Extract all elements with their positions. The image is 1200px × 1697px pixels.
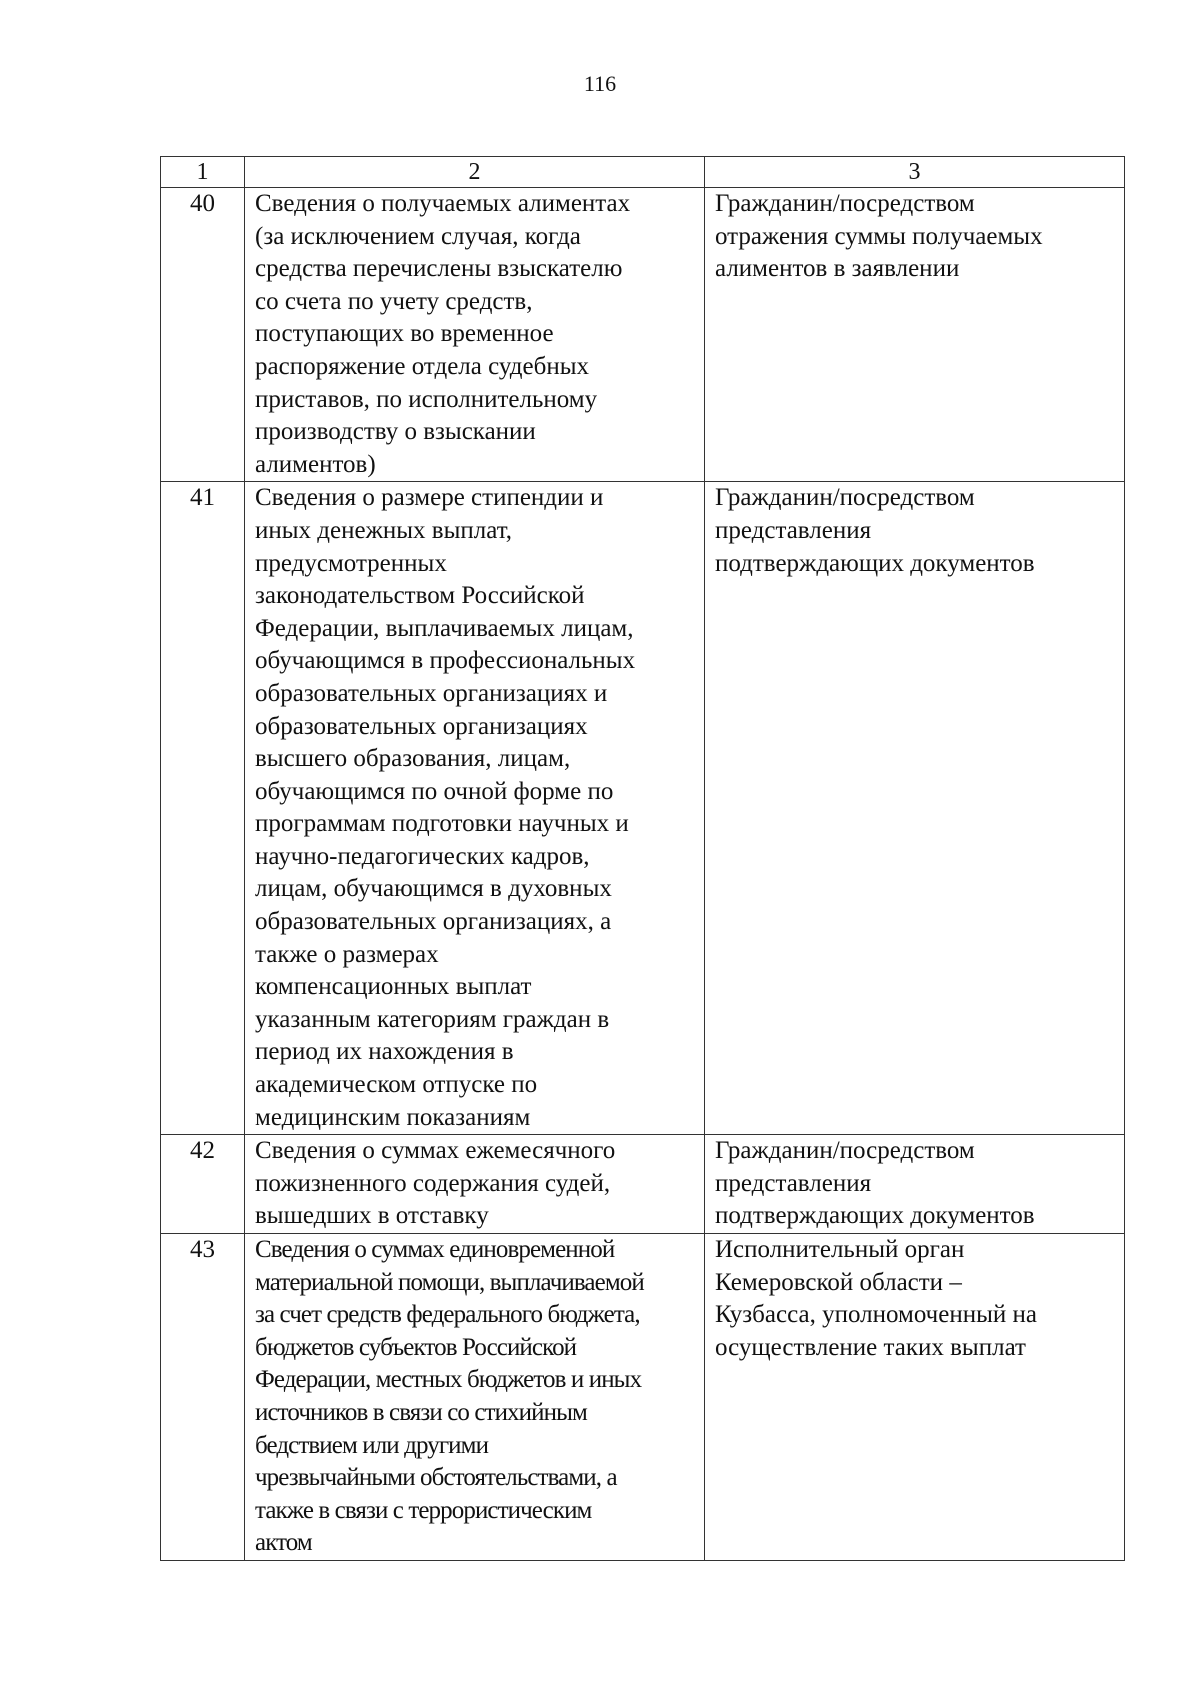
- source-cell: [705, 188, 1125, 482]
- row-number: 40: [161, 188, 245, 482]
- source-cell: [705, 1135, 1125, 1234]
- source-text: Гражданин/посредством отражения суммы получаемых алиментов в заявлении: [715, 190, 1043, 283]
- header-cell-3: 3: [705, 157, 1125, 188]
- source-text: Гражданин/посредством представления подтверждающих документов: [715, 1137, 1035, 1230]
- header-cell-2: 2: [245, 157, 705, 188]
- info-text: Сведения о суммах единовременной материальной помощи, выплачиваемой за счет средств федерального бюджета, бюджетов субъектов Российской Федерации, местных бюджетов и иных источников в связи со стихийным бедствием или другими чрезвычайными обстоятельствами, а также в связи с террористическим актом: [255, 1236, 644, 1557]
- table-row: [161, 188, 1125, 482]
- info-cell: [245, 482, 705, 1135]
- info-cell: [245, 188, 705, 482]
- source-text: Гражданин/посредством представления подтверждающих документов: [715, 484, 1035, 577]
- info-cell: [245, 1135, 705, 1234]
- info-cell: [245, 1234, 705, 1561]
- table-row: [161, 1135, 1125, 1234]
- info-text: Сведения о получаемых алиментах (за исключением случая, когда средства перечислены взыскателю со счета по учету средств, поступающих во временное распоряжение отдела судебных приставов, по исполнительному производству о взыскании алиментов): [255, 190, 631, 478]
- row-number: 43: [161, 1234, 245, 1561]
- table-row: [161, 482, 1125, 1135]
- row-number: 41: [161, 482, 245, 1135]
- info-text: Сведения о размере стипендии и иных денежных выплат, предусмотренных законодательством Российской Федерации, выплачиваемых лицам, обучающимся в профессиональных образовательных организациях и образовательных организациях высшего образования, лицам, обучающимся по очной форме по программам подготовки научных и научно-педагогических кадров, лицам, обучающимся в духовных образовательных организациях, а также о размерах компенсационных выплат указанным категориям граждан в период их нахождения в академическом отпуске по медицинским показаниям: [255, 484, 636, 1131]
- page-number: 116: [583, 71, 617, 96]
- source-text: Исполнительный орган Кемеровской области – Кузбасса, уполномоченный на осуществление таких выплат: [715, 1236, 1038, 1361]
- table-row: [161, 1234, 1125, 1561]
- info-text: Сведения о суммах ежемесячного пожизненного содержания судей, вышедших в отставку: [255, 1137, 616, 1230]
- source-cell: [705, 482, 1125, 1135]
- table-header-row: [161, 157, 1125, 188]
- header-cell-1: 1: [161, 157, 245, 188]
- info-sources-table: [160, 156, 1125, 1561]
- row-number: 42: [161, 1135, 245, 1234]
- source-cell: [705, 1234, 1125, 1561]
